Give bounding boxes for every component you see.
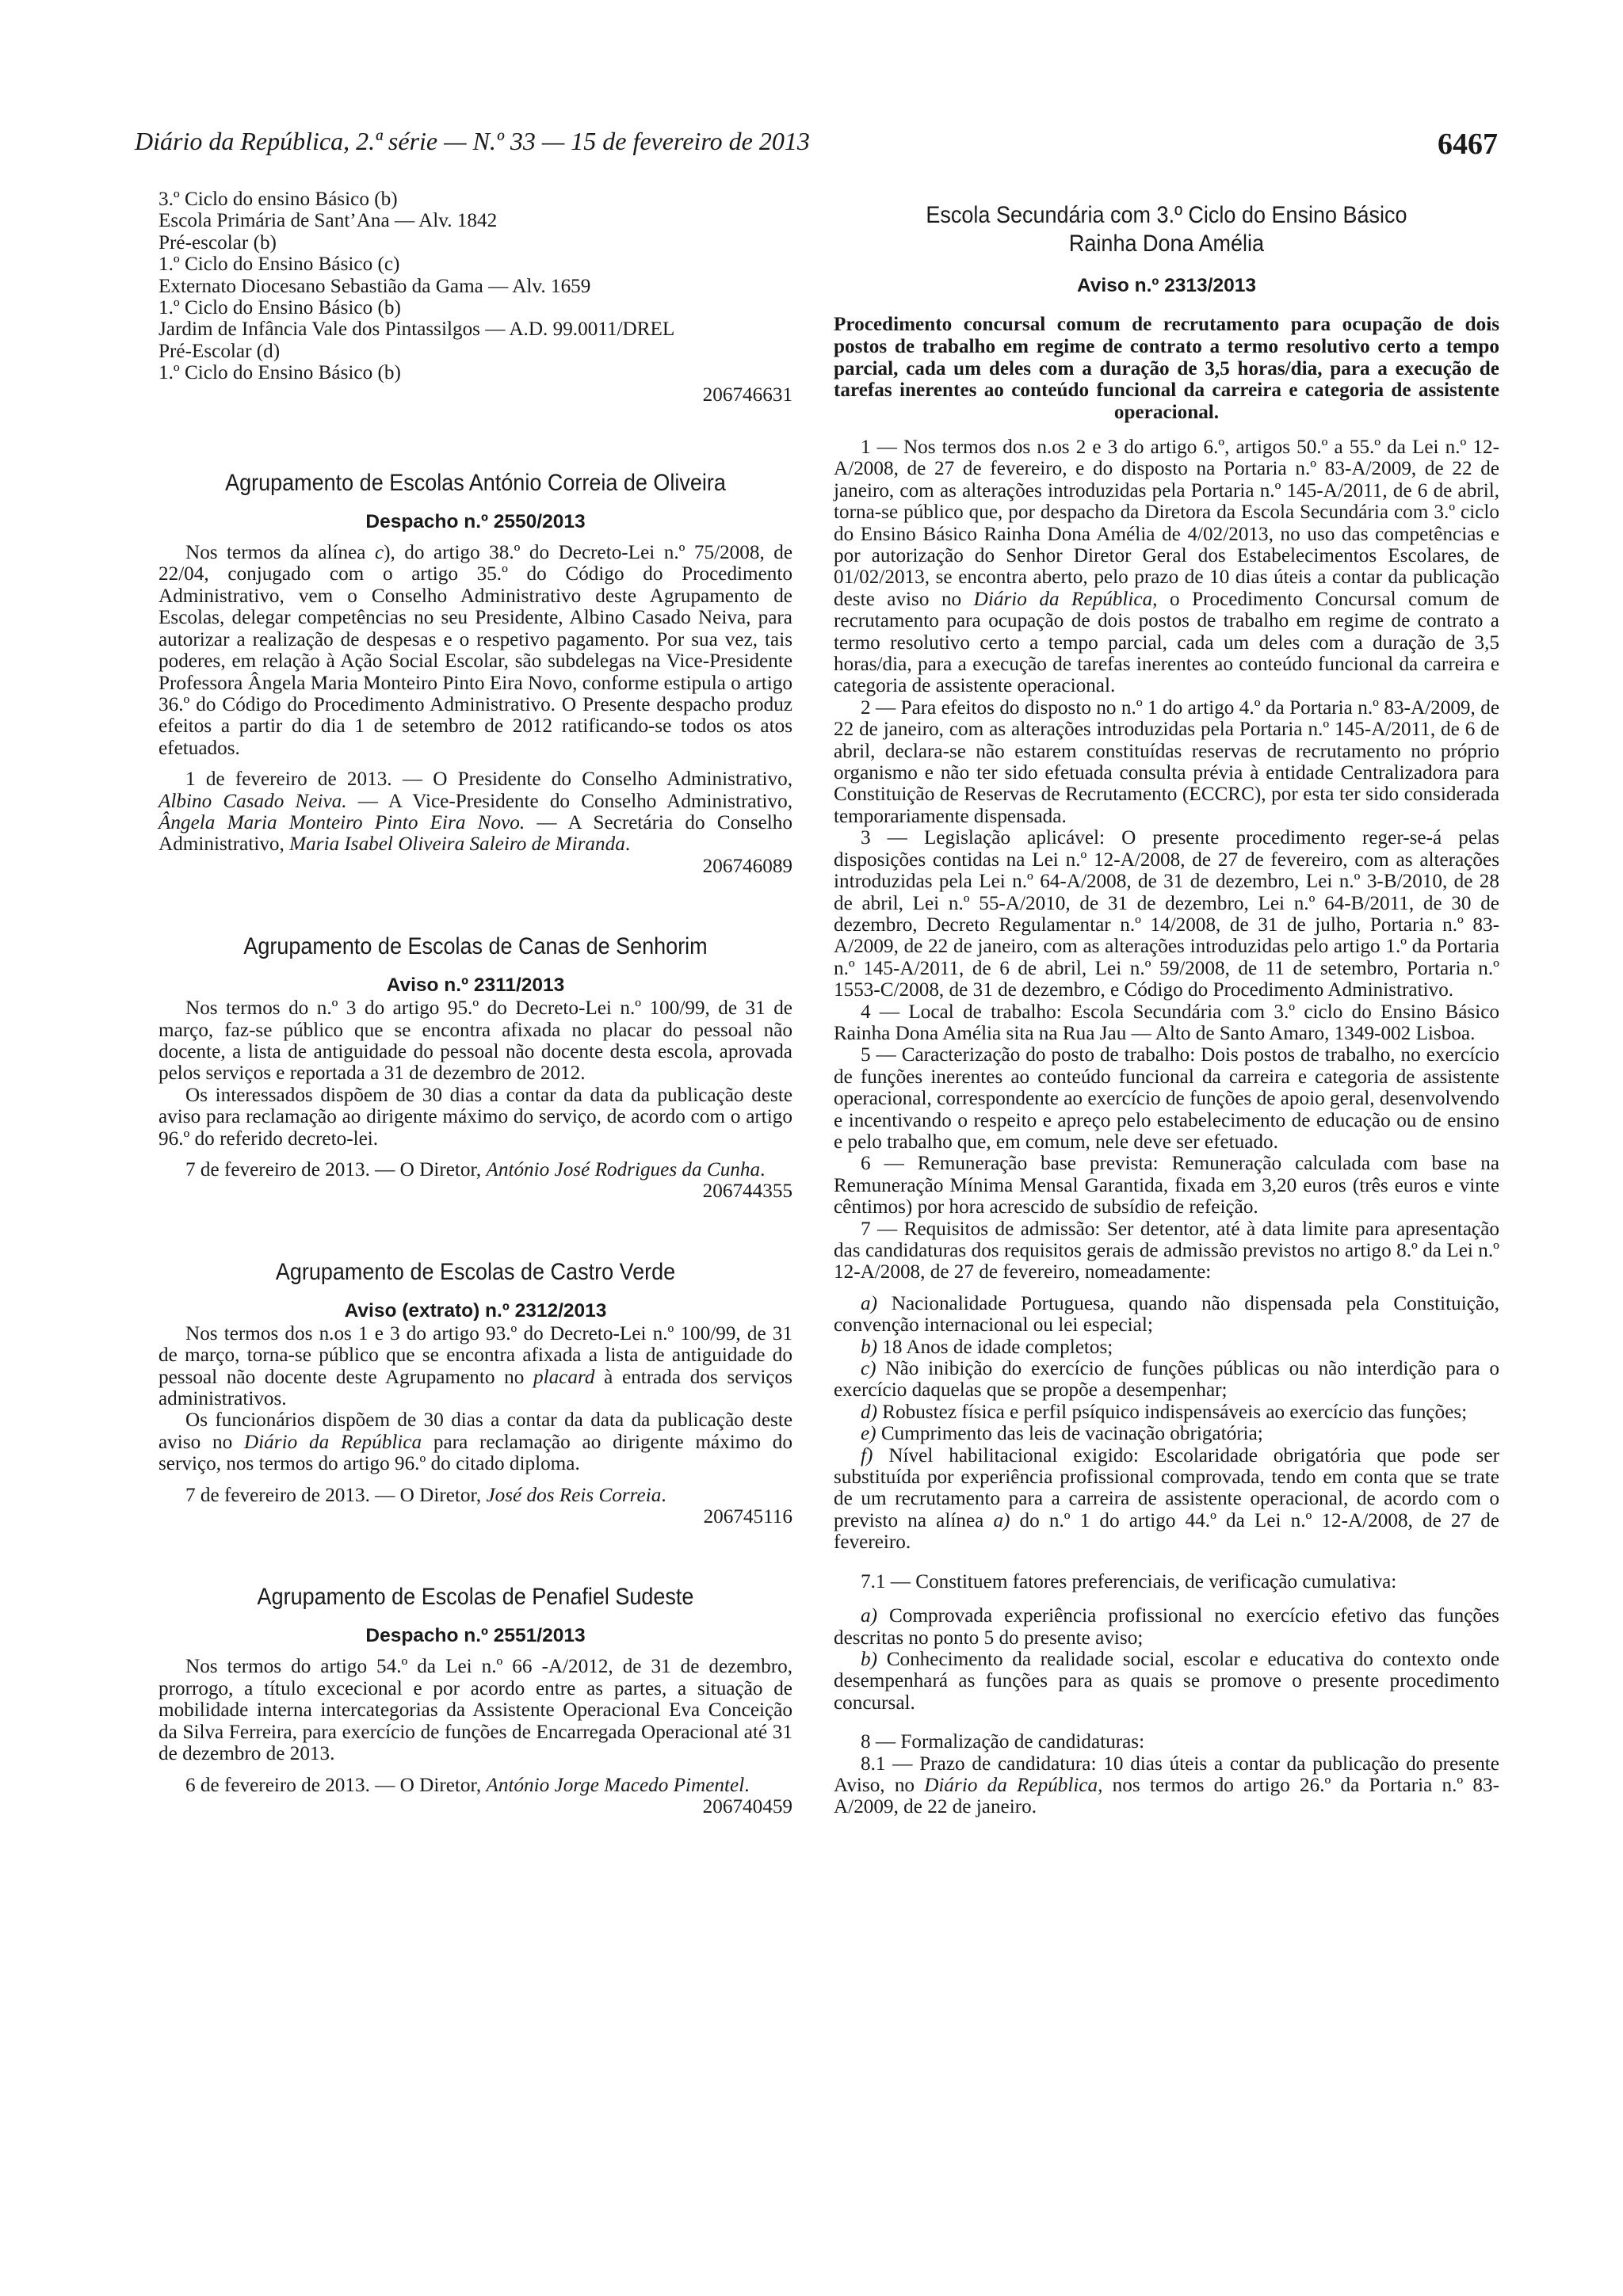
- paragraph: Os interessados dispõem de 30 dias a contar da data da publicação deste aviso para reclamação ao dirigente máximo do serviço, de acordo com o artigo 96.º do referido decreto-lei.: [158, 1084, 792, 1150]
- journal-title: Diário da República, 2.ª série — N.º 33 — 15 de fevereiro de 2013: [135, 127, 810, 155]
- signature: 1 de fevereiro de 2013. — O Presidente do Conselho Administrativo, Albino Casado Neiva. — A Vice-Presidente do Conselho Administrativo, Ângela Maria Monteiro Pinto Eira Novo. — A Secretária do Conselho Administrativo, Maria Isabel Oliveira Saleiro de Miranda.: [158, 769, 792, 856]
- right-column: [834, 189, 1499, 1818]
- page-header: [135, 127, 1498, 168]
- publication-number: 206740459: [702, 1795, 792, 1817]
- paragraph: 7 — Requisitos de admissão: Ser detentor, até à data limite para apresentação das candidaturas dos requisitos gerais de admissão previstos no artigo 8.º da Lei n.º 12-A/2008, de 27 de fevereiro, nomeadamente:: [834, 1218, 1499, 1283]
- school-list: [158, 189, 792, 384]
- list-item: Pré-escolar (b): [158, 231, 277, 254]
- paragraph: Nos termos do n.º 3 do artigo 95.º do Decreto-Lei n.º 100/99, de 31 de março, faz-se público que se encontra afixada no placar do pessoal não docente, a lista de antiguidade do pessoal não docente desta escola, aprovada pelos serviços e reportada a 31 de dezembro de 2012.: [158, 997, 792, 1085]
- paragraph: 2 — Para efeitos do disposto no n.º 1 do artigo 4.º da Portaria n.º 83-A/2009, de 22 de janeiro, com as alterações introduzidas pela Portaria n.º 145-A/2011, de 6 de abril, declara-se não estarem constituídas reservas de recrutamento no próprio organismo e não ter sido efetuada consulta prévia à entidade Centralizadora para Constituição de Reservas de Recrutamento (ECCRC), por esta ter sido considerada temporariamente dispensada.: [834, 696, 1499, 827]
- paragraph: 5 — Caracterização do posto de trabalho: Dois postos de trabalho, no exercício de funções inerentes ao conteúdo funcional da carreira e categoria de assistente operacional, correspondente ao exercício de funções de apoio geral, desenvolvendo e incentivando o respeito e apreço pelo estabelecimento de educação ou de ensino e pelo trabalho que, em comum, nele deve ser efetuado.: [834, 1044, 1499, 1153]
- institution-heading: Agrupamento de Escolas de Canas de Senhorim: [243, 933, 708, 960]
- document-title: Aviso (extrato) n.º 2312/2013: [344, 1299, 607, 1322]
- page-number: 6467: [1438, 128, 1498, 161]
- paragraph: Nos termos dos n.os 1 e 3 do artigo 93.º do Decreto-Lei n.º 100/99, de 31 de março, torna-se público que se encontra afixada a lista de antiguidade do pessoal não docente deste Agrupamento no placard à entrada dos serviços administrativos.: [158, 1322, 792, 1410]
- paragraph: 1 — Nos termos dos n.os 2 e 3 do artigo 6.º, artigos 50.º a 55.º da Lei n.º 12-A/2008, de 27 de fevereiro, e do disposto na Portaria n.º 83-A/2009, de 22 de janeiro, com as alterações introduzidas pela Portaria n.º 145-A/2011, de 6 de abril, torna-se público que, por despacho da Diretora da Escola Secundária com 3.º ciclo do Ensino Básico Rainha Dona Amélia de 4/02/2013, no uso das competências e por autorização do Senhor Diretor Geral dos Estabelecimentos Escolares, de 01/02/2013, se encontra aberto, pelo prazo de 10 dias úteis a contar da publicação deste aviso no Diário da República, o Procedimento Concursal comum de recrutamento para ocupação de dois postos de trabalho em regime de contrato a termo resolutivo certo a tempo parcial, cada um deles com a duração de 3,5 horas/dia, para a execução de tarefas inerentes ao conteúdo funcional da carreira e categoria de assistente operacional.: [834, 436, 1499, 697]
- signature: 7 de fevereiro de 2013. — O Diretor, António José Rodrigues da Cunha.: [185, 1159, 766, 1180]
- list-item: Externato Diocesano Sebastião da Gama — Alv. 1659: [158, 275, 591, 297]
- list-item: e) Cumprimento das leis de vacinação obrigatória;: [861, 1423, 1263, 1445]
- document-title: Despacho n.º 2551/2013: [365, 1625, 586, 1647]
- publication-number: 206744355: [702, 1180, 792, 1203]
- paragraph: Os funcionários dispõem de 30 dias a contar da data da publicação deste aviso no Diário da República para reclamação ao dirigente máximo do serviço, nos termos do artigo 96.º do citado diploma.: [158, 1409, 792, 1475]
- institution-heading: Agrupamento de Escolas António Correia de Oliveira: [225, 470, 726, 497]
- publication-number: 206745116: [703, 1506, 792, 1528]
- document-title: Aviso n.º 2311/2013: [386, 974, 565, 997]
- list-item: Pré-Escolar (d): [158, 340, 281, 362]
- signature: 6 de fevereiro de 2013. — O Diretor, António Jorge Macedo Pimentel.: [185, 1774, 750, 1796]
- institution-heading: Escola Secundária com 3.º Ciclo do Ensino Básico Rainha Dona Amélia: [926, 202, 1407, 257]
- list-item: 3.º Ciclo do ensino Básico (b): [158, 189, 398, 210]
- list-item: d) Robustez física e perfil psíquico indispensáveis ao exercício das funções;: [861, 1401, 1468, 1423]
- institution-heading: Agrupamento de Escolas de Penafiel Sudeste: [257, 1584, 694, 1611]
- paragraph: 8 — Formalização de candidaturas:: [861, 1731, 1145, 1753]
- document-title: Despacho n.º 2550/2013: [365, 511, 586, 533]
- list-item: b) Conhecimento da realidade social, escolar e educativa do contexto onde desempenhará as funções para as quais se promove o presente procedimento concursal.: [834, 1648, 1499, 1714]
- publication-number: 206746631: [702, 383, 792, 406]
- document-title: Aviso n.º 2313/2013: [1077, 275, 1256, 296]
- institution-heading: Agrupamento de Escolas de Castro Verde: [275, 1258, 676, 1285]
- list-item: b) 18 Anos de idade completos;: [861, 1336, 1113, 1358]
- list-item: Jardim de Infância Vale dos Pintassilgos — A.D. 99.0011/DREL: [158, 318, 675, 341]
- list-item: 1.º Ciclo do Ensino Básico (b): [158, 297, 401, 319]
- list-item: a) Comprovada experiência profissional no exercício efetivo das funções descritas no ponto 5 do presente aviso;: [834, 1605, 1499, 1649]
- list-item: Escola Primária de Sant’Ana — Alv. 1842: [158, 210, 498, 232]
- paragraph: 4 — Local de trabalho: Escola Secundária com 3.º ciclo do Ensino Básico Rainha Dona Amélia sita na Rua Jau — Alto de Santo Amaro, 1349-002 Lisboa.: [834, 1001, 1499, 1044]
- list-item: 1.º Ciclo do Ensino Básico (c): [158, 254, 400, 276]
- list-item: a) Nacionalidade Portuguesa, quando não dispensada pela Constituição, convenção internacional ou lei especial;: [834, 1292, 1499, 1337]
- list-item: c) Não inibição do exercício de funções públicas ou não interdição para o exercício daquelas que se propõe a desempenhar;: [834, 1358, 1499, 1402]
- paragraph: Nos termos do artigo 54.º da Lei n.º 66 -A/2012, de 31 de dezembro, prorrogo, a título excecional e por acordo entre as partes, a situação de mobilidade interna intercategorias da Assistente Operacional Eva Conceição da Silva Ferreira, para exercício de funções de Encarregada Operacional até 31 de dezembro de 2013.: [158, 1656, 792, 1765]
- signature: 7 de fevereiro de 2013. — O Diretor, José dos Reis Correia.: [185, 1484, 666, 1506]
- publication-number: 206746089: [702, 855, 792, 877]
- paragraph: 8.1 — Prazo de candidatura: 10 dias úteis a contar da publicação do presente Aviso, no Diário da República, nos termos do artigo 26.º da Portaria n.º 83-A/2009, de 22 de janeiro.: [834, 1753, 1499, 1818]
- paragraph: 7.1 — Constituem fatores preferenciais, de verificação cumulativa:: [861, 1570, 1397, 1592]
- left-column: [158, 189, 792, 1817]
- document-summary: Procedimento concursal comum de recrutamento para ocupação de dois postos de trabalho em regime de contrato a termo resolutivo certo a tempo parcial, cada um deles com a duração de 3,5 horas/dia, para a execução de tarefas inerentes ao conteúdo funcional da carreira e categoria de assistente operacional.: [834, 314, 1499, 424]
- list-item: 1.º Ciclo do Ensino Básico (b): [158, 362, 401, 384]
- list-item: f) Nível habilitacional exigido: Escolaridade obrigatória que pode ser substituída por experiência profissional comprovada, tendo em conta que se trate de um recrutamento para a carreira de assistente operacional, de acordo com o previsto na alínea a) do n.º 1 do artigo 44.º da Lei n.º 12-A/2008, de 27 de fevereiro.: [834, 1444, 1499, 1554]
- paragraph: 6 — Remuneração base prevista: Remuneração calculada com base na Remuneração Mínima Mensal Garantida, fixada em 3,20 euros (três euros e vinte cêntimos) por hora acrescido de subsídio de refeição.: [834, 1153, 1499, 1219]
- paragraph: Nos termos da alínea c), do artigo 38.º do Decreto-Lei n.º 75/2008, de 22/04, conjugado com o artigo 35.º do Código do Procedimento Administrativo, vem o Conselho Administrativo deste Agrupamento de Escolas, delegar competências no seu Presidente, Albino Casado Neiva, para autorizar a realização de despesas e o respetivo pagamento. Por sua vez, tais poderes, em relação à Ação Social Escolar, são subdelegas na Vice-Presidente Professora Ângela Maria Monteiro Pinto Eira Novo, conforme estipula o artigo 36.º do Código do Procedimento Administrativo. O Presente despacho produz efeitos a partir do dia 1 de setembro de 2012 ratificando-se todos os atos efetuados.: [158, 542, 792, 759]
- paragraph: 3 — Legislação aplicável: O presente procedimento reger-se-á pelas disposições contidas na Lei n.º 12-A/2008, de 27 de fevereiro, com as alterações introduzidas pela Lei n.º 64-A/2008, de 31 de dezembro, Lei n.º 3-B/2010, de 28 de abril, Lei n.º 55-A/2010, de 31 de dezembro, Lei n.º 64-B/2011, de 30 de dezembro, Decreto Regulamentar n.º 14/2008, de 31 de julho, Portaria n.º 83-A/2009, de 22 de janeiro, com as alterações introduzidas pelo artigo 1.º da Portaria n.º 145-A/2011, de 6 de abril, Lei n.º 59/2008, de 11 de setembro, Portaria n.º 1553-C/2008, de 31 de dezembro, e Código do Procedimento Administrativo.: [834, 827, 1499, 1001]
